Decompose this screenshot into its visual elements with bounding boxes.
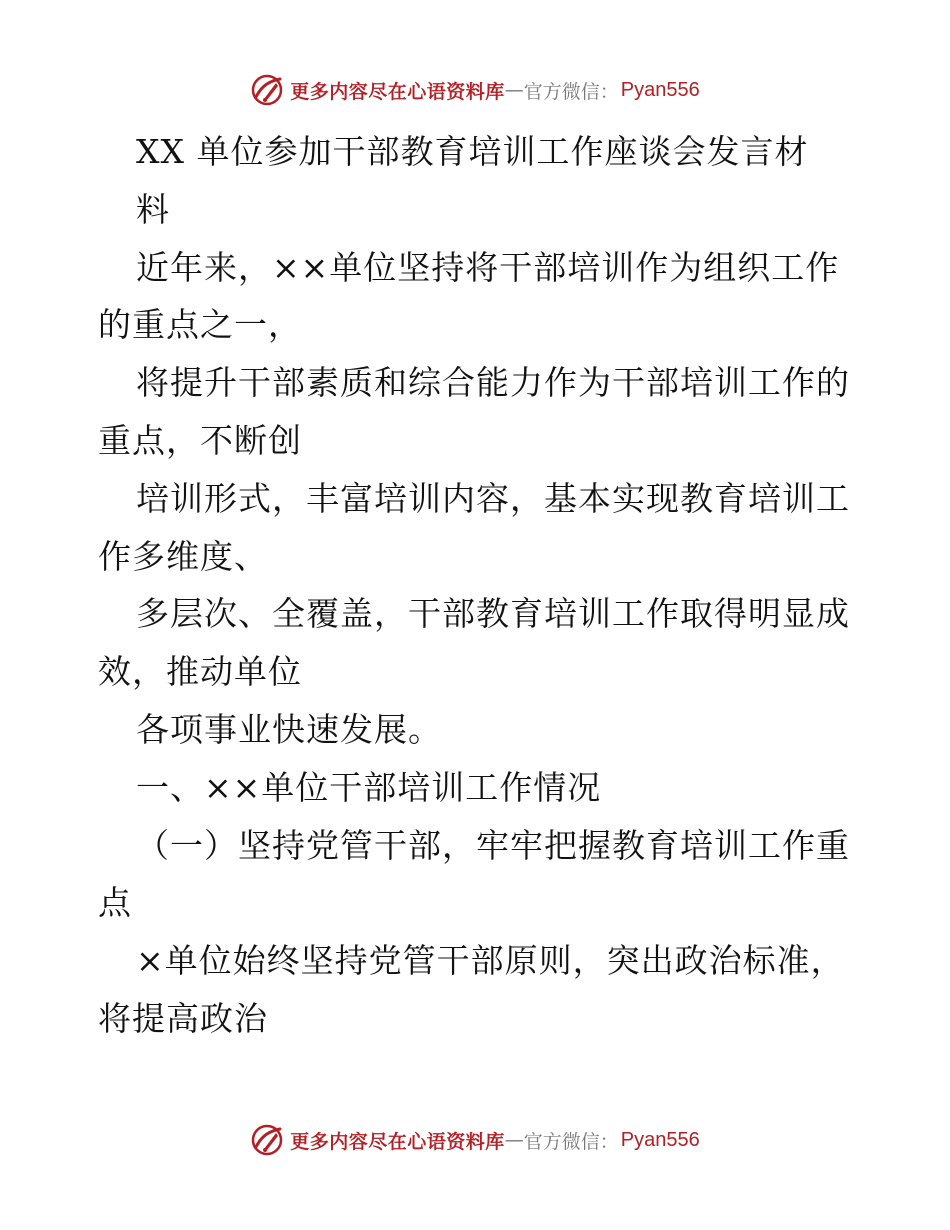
paragraph-line: 的重点之一，: [98, 305, 302, 345]
paragraph-line: 培训形式，丰富培训内容，基本实现教育培训工: [136, 478, 850, 518]
subsection-heading-line-1: （一）坚持党管干部，牢牢把握教育培训工作重: [136, 825, 850, 865]
paragraph-line: 作多维度、: [98, 536, 268, 576]
header-watermark: [0, 70, 950, 110]
paragraph-line: 效，推动单位: [98, 652, 302, 692]
document-body: [98, 123, 858, 1048]
subsection-heading-line-2: 点: [98, 883, 132, 923]
paragraph-line: 近年来，××单位坚持将干部培训作为组织工作: [136, 247, 840, 287]
paragraph-line: 各项事业快速发展。: [136, 709, 442, 749]
watermark-label: 官方微信：: [523, 80, 619, 103]
document-title-line-2: 料: [136, 189, 170, 229]
pen-circle-logo-icon: [250, 73, 284, 107]
watermark-account: Pyan556: [620, 78, 700, 101]
watermark-slogan: 更多内容尽在心语资料库: [290, 1130, 505, 1153]
watermark-separator: —: [504, 79, 524, 101]
paragraph-line: 将提高政治: [98, 998, 268, 1038]
watermark-label: 官方微信：: [523, 1130, 619, 1153]
footer-watermark: [0, 1120, 950, 1160]
paragraph-line: ×单位始终坚持党管干部原则，突出政治标准，: [136, 941, 845, 981]
watermark-account: Pyan556: [620, 1128, 700, 1151]
watermark-slogan: 更多内容尽在心语资料库: [290, 80, 505, 103]
watermark-separator: —: [504, 1129, 524, 1151]
section-heading: 一、××单位干部培训工作情况: [136, 767, 602, 807]
paragraph-line: 重点，不断创: [98, 420, 302, 460]
paragraph-line: 将提升干部素质和综合能力作为干部培训工作的: [136, 363, 850, 403]
document-title-line-1: XX 单位参加干部教育培训工作座谈会发言材: [136, 132, 809, 171]
pen-circle-logo-icon: [250, 1123, 284, 1157]
paragraph-line: 多层次、全覆盖，干部教育培训工作取得明显成: [136, 594, 850, 634]
